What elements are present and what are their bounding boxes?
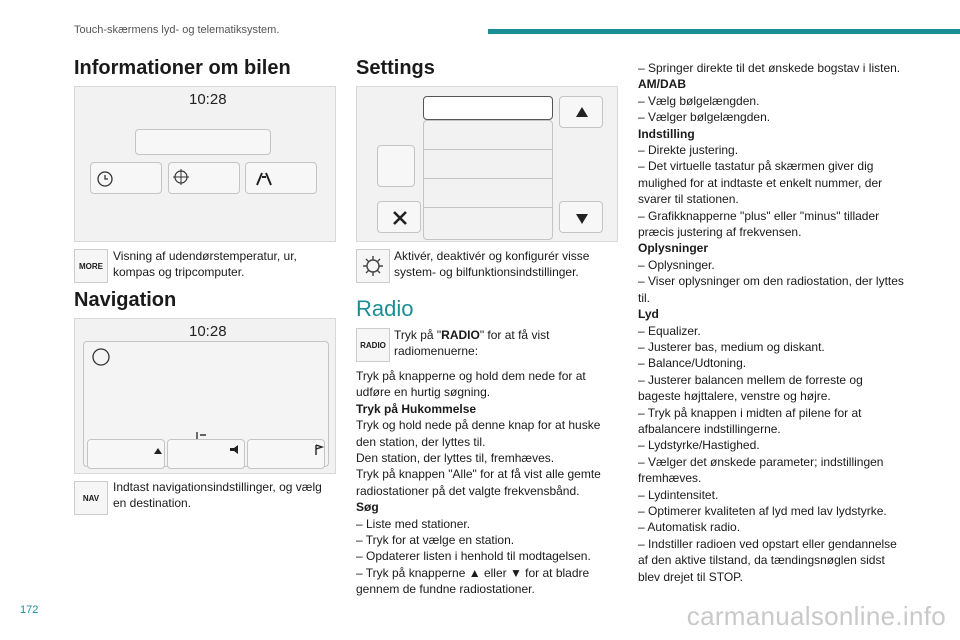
radio-settings-line: – Lydintensitet. (638, 487, 719, 502)
radio-line: Tryk og hold nede på denne knap for at huske den station, der lyttes til. (356, 418, 601, 449)
triangle-up-icon (560, 97, 604, 129)
navigation-title: Navigation (74, 289, 177, 311)
list-header-field (423, 96, 553, 120)
radio-settings-list (638, 60, 906, 585)
list-divider (424, 178, 552, 179)
navigation-description: Indtast navigationsindstillinger, og vælg en destination. (113, 480, 322, 510)
car-info-description: Visning af udendørstemperatur, ur, kompas og tripcomputer. (113, 249, 297, 279)
scroll-up-button (559, 96, 603, 128)
watermark: carmanualsonline.info (686, 601, 946, 631)
radio-badge-icon: RADIO (356, 328, 390, 362)
navigation-screen-illustration (74, 318, 336, 474)
radio-line: Den station, der lyttes til, fremhæves. (356, 451, 555, 466)
radio-settings-heading: Indstilling (638, 126, 695, 141)
nav-badge-icon: NAV (74, 481, 108, 515)
radio-settings-line: – Justerer balancen mellem de forreste og bageste højttalere, venstre og højre. (638, 372, 863, 404)
road-icon (246, 163, 318, 195)
radio-settings-line: – Justerer bas, medium og diskant. (638, 339, 825, 354)
settings-gear-badge-icon (356, 249, 390, 283)
list-divider (424, 207, 552, 208)
radio-settings-line: – Det virtuelle tastatur på skærmen giver dig mulighed for at indtaste et enkelt nummer, der svarer til stationen. (638, 159, 883, 207)
close-icon (378, 202, 422, 234)
radio-settings-line: – Equalizer. (638, 323, 701, 338)
radio-line: – Tryk på knapperne ▲ eller ▼ for at bladre gennem de fundne radiostationer. (356, 565, 590, 597)
trip-computer-button (245, 162, 317, 194)
nav-volume-button (167, 439, 245, 469)
radio-settings-line: – Springer direkte til det ønskede bogstav i listen. (638, 61, 901, 75)
radio-settings-heading: Lyd (638, 307, 659, 322)
more-badge-icon: MORE (74, 249, 108, 283)
running-header: Touch-skærmens lyd- og telematiksystem. (74, 24, 280, 36)
left-panel-box (377, 145, 415, 187)
radio-settings-heading: AM/DAB (638, 77, 686, 92)
compass-button (168, 162, 240, 194)
radio-line: – Opdaterer listen i henhold til modtagelsen. (356, 549, 591, 564)
radio-intro (394, 327, 604, 359)
radio-settings-line: – Viser oplysninger om den radiostation, der lyttes til. (638, 274, 904, 305)
nav-direction-button (87, 439, 165, 469)
radio-line: Tryk på knappen "Alle" for at få vist alle gemte radiostationer på det valgte frekvensbånd. (356, 467, 601, 498)
radio-settings-line: – Indstiller radioen ved opstart eller gendannelse af den aktive tilstand, da tændingsnøglen sidst blev drejet til STOP. (638, 536, 897, 584)
nav-clock-readout: 10:28 (189, 323, 227, 340)
scroll-down-button (559, 201, 603, 233)
clock-button (90, 162, 162, 194)
settings-title: Settings (356, 57, 435, 79)
radio-intro-pre: Tryk på " (394, 328, 442, 342)
radio-subheading: Tryk på Hukommelse (356, 401, 477, 416)
volume-icon (168, 440, 246, 470)
page-number: 172 (20, 604, 39, 616)
radio-settings-line: – Vælger det ønskede parameter; indstillingen fremhæves. (638, 454, 884, 486)
car-info-title: Informationer om bilen (74, 57, 291, 79)
destination-flag-icon (248, 440, 326, 470)
radio-settings-heading: Oplysninger (638, 241, 709, 256)
triangle-up-icon (88, 440, 166, 470)
radio-settings-line: – Automatisk radio. (638, 520, 741, 535)
radio-settings-line: – Grafikknapperne "plus" eller "minus" tillader præcis justering af frekvensen. (638, 208, 880, 240)
settings-description: Aktivér, deaktivér og konfigurér visse system- og bilfunktionsindstillinger. (394, 249, 590, 279)
settings-gear-icon (93, 349, 109, 365)
radio-settings-line: – Vælg bølgelængden. (638, 93, 760, 108)
radio-line: Tryk på knapperne og hold dem nede for at udføre en hurtig søgning. (356, 369, 586, 400)
settings-screen-illustration (356, 86, 618, 242)
list-divider (424, 149, 552, 150)
nav-flag-button (247, 439, 325, 469)
wide-panel-button (135, 129, 271, 155)
radio-body (356, 368, 611, 598)
header-accent-bar (488, 29, 960, 34)
radio-intro-post: " for at få vist radiomenuerne: (394, 328, 550, 358)
settings-list (423, 120, 553, 240)
clock-readout: 10:28 (189, 91, 227, 108)
radio-intro-bold: RADIO (441, 328, 480, 342)
radio-settings-line: – Lydstyrke/Hastighed. (638, 438, 760, 453)
compass-icon (169, 163, 241, 195)
radio-settings-line: – Direkte justering. (638, 143, 739, 158)
car-info-screen-illustration (74, 86, 336, 242)
radio-settings-line: – Oplysninger. (638, 257, 715, 272)
clock-icon (91, 163, 163, 195)
radio-title: Radio (356, 296, 414, 321)
radio-subheading: Søg (356, 500, 379, 515)
close-button (377, 201, 421, 233)
radio-settings-line: – Vælger bølgelængden. (638, 110, 771, 125)
radio-settings-line: – Tryk på knappen i midten af pilene for at afbalancere indstillingerne. (638, 405, 862, 436)
triangle-down-icon (560, 202, 604, 234)
radio-settings-line: – Balance/Udtoning. (638, 356, 747, 371)
radio-settings-line: – Optimerer kvaliteten af lyd med lav lydstyrke. (638, 503, 887, 518)
radio-line: – Tryk for at vælge en station. (356, 533, 515, 548)
radio-line: – Liste med stationer. (356, 516, 471, 531)
